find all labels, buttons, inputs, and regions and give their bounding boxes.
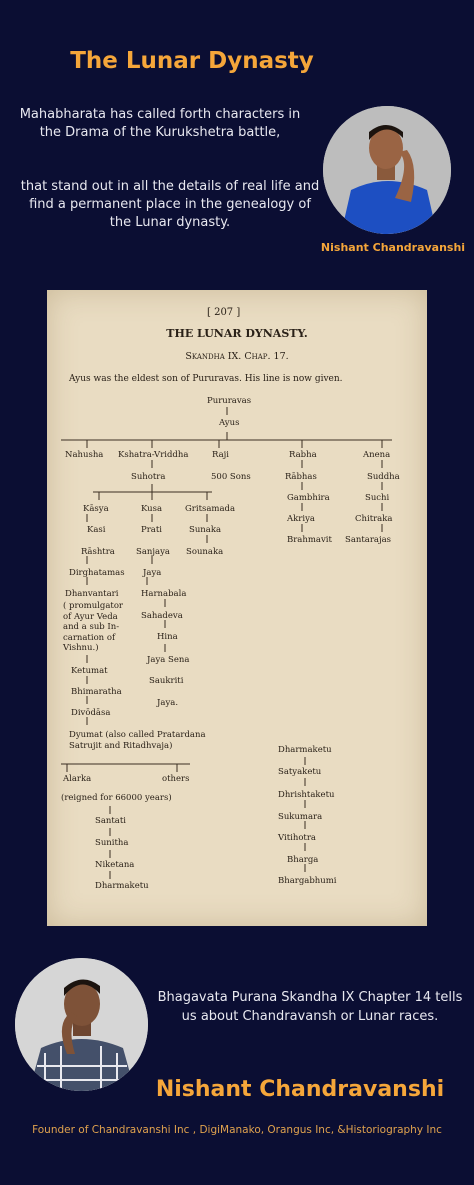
name-dyumat-aliases: Satrujit and Ritadhvaja) [69, 741, 173, 751]
alarka-note: (reigned for 66000 years) [61, 793, 172, 803]
name-dharmaketu-left: Dharmaketu [95, 881, 149, 891]
name-bhargabhumi: Bhargabhumi [278, 876, 337, 886]
name-sounaka: Sounaka [186, 547, 224, 557]
name-santarajas: Santarajas [345, 535, 392, 545]
note-line: carnation of [63, 632, 116, 643]
name-sanjaya: Sanjaya [136, 547, 170, 557]
name-alarka: Alarka [63, 774, 92, 784]
name-hina: Hina [157, 632, 178, 642]
name-chitraka: Chitraka [355, 514, 393, 524]
name-brahmavit: Brahmavit [287, 535, 332, 545]
name-gambhira: Gambhira [287, 493, 330, 503]
founder-line: Founder of Chandravanshi Inc , DigiManako, Orangus Inc, &Historiography Inc [32, 1124, 442, 1136]
name-others: others [162, 774, 190, 784]
name-dhanvantari: Dhanvantari [65, 589, 119, 599]
name-dhrishtaketu: Dhrishtaketu [278, 790, 335, 800]
dhanvantari-note [63, 601, 123, 654]
page-heading: THE LUNAR DYNASTY. [166, 327, 308, 340]
name-jaya2: Jaya. [157, 698, 179, 708]
bhagavata-line: Bhagavata Purana Skandha IX Chapter 14 tells [157, 990, 463, 1005]
name-jaya: Jaya [143, 568, 162, 578]
name-kshatra: Kshatra-Vriddha [118, 450, 189, 460]
bhagavata-text [150, 988, 470, 1026]
page-title: The Lunar Dynasty [70, 48, 314, 74]
intro-bottom [10, 178, 330, 232]
author-name-top: Nishant Chandravanshi [320, 241, 466, 254]
page-subheading: Skandha IX. Chap. 17. [185, 351, 289, 362]
author-photo-top [323, 106, 451, 234]
name-anena: Anena [363, 450, 391, 460]
name-rashtra: Rāshtra [81, 547, 115, 557]
name-suddha: Suddha [367, 472, 400, 482]
name-dyumat: Dyumat (also called Pratardana [69, 730, 206, 740]
intro-top [10, 106, 310, 142]
name-kasya: Kāsya [83, 504, 109, 514]
page-intro: Ayus was the eldest son of Pururavas. His line is now given. [69, 374, 343, 384]
name-sunitha: Sunitha [95, 838, 129, 848]
name-rabhas: Rābhas [285, 472, 317, 482]
intro-line: the Lunar dynasty. [109, 215, 231, 230]
name-dirghatamas: Dirghatamas [69, 568, 125, 578]
book-page-scan [47, 290, 427, 926]
name-pururavas: Pururavas [207, 396, 252, 406]
name-jayasena: Jaya Sena [147, 655, 190, 665]
name-kasi: Kasi [87, 525, 106, 535]
name-rabha: Rabha [289, 450, 317, 460]
person-illustration [323, 106, 451, 234]
name-satyaketu: Satyaketu [278, 767, 322, 777]
bhagavata-line: us about Chandravansh or Lunar races. [181, 1009, 439, 1024]
author-photo-bottom [15, 958, 148, 1091]
name-sunaka: Sunaka [189, 525, 222, 535]
intro-line: the Drama of the Kurukshetra battle, [39, 125, 281, 140]
person-illustration [15, 958, 148, 1091]
note-line: ( promulgator [63, 601, 123, 611]
author-name-bottom: Nishant Chandravanshi [155, 1077, 445, 1102]
name-ketumat: Ketumat [71, 666, 108, 676]
name-santati: Santati [95, 816, 126, 826]
name-akriya: Akriya [287, 514, 315, 524]
name-raji: Raji [212, 450, 230, 460]
name-saukriti: Saukriti [149, 676, 184, 686]
name-bharga: Bharga [287, 855, 319, 865]
name-kusa: Kusa [141, 504, 163, 514]
name-bhimaratha: Bhimaratha [71, 687, 122, 697]
name-divodasa: Divōdāsa [71, 708, 111, 718]
name-sukumara: Sukumara [278, 812, 323, 822]
name-500sons: 500 Sons [211, 472, 251, 482]
intro-line: that stand out in all the details of real life and [20, 179, 320, 194]
name-prati: Prati [141, 525, 162, 535]
intro-line: find a permanent place in the genealogy of [29, 197, 311, 212]
page-number: [ 207 ] [207, 307, 241, 318]
note-line: Vishnu.) [63, 643, 99, 653]
intro-line: Mahabharata has called forth characters in [19, 107, 301, 122]
note-line: of Ayur Veda [63, 611, 118, 622]
name-vitihotra: Vitihotra [278, 833, 316, 843]
name-harnabala: Harnabala [141, 589, 187, 599]
name-gritsamada: Gritsamada [185, 504, 236, 514]
name-niketana: Niketana [95, 860, 135, 870]
name-nahusha: Nahusha [65, 450, 104, 460]
name-ayus: Ayus [219, 418, 240, 428]
name-suhotra: Suhotra [131, 472, 166, 482]
name-sahadeva: Sahadeva [141, 611, 183, 621]
name-dharmaketu-right: Dharmaketu [278, 745, 332, 755]
note-line: and a sub In- [63, 622, 120, 632]
name-suchi: Suchi [365, 493, 390, 503]
